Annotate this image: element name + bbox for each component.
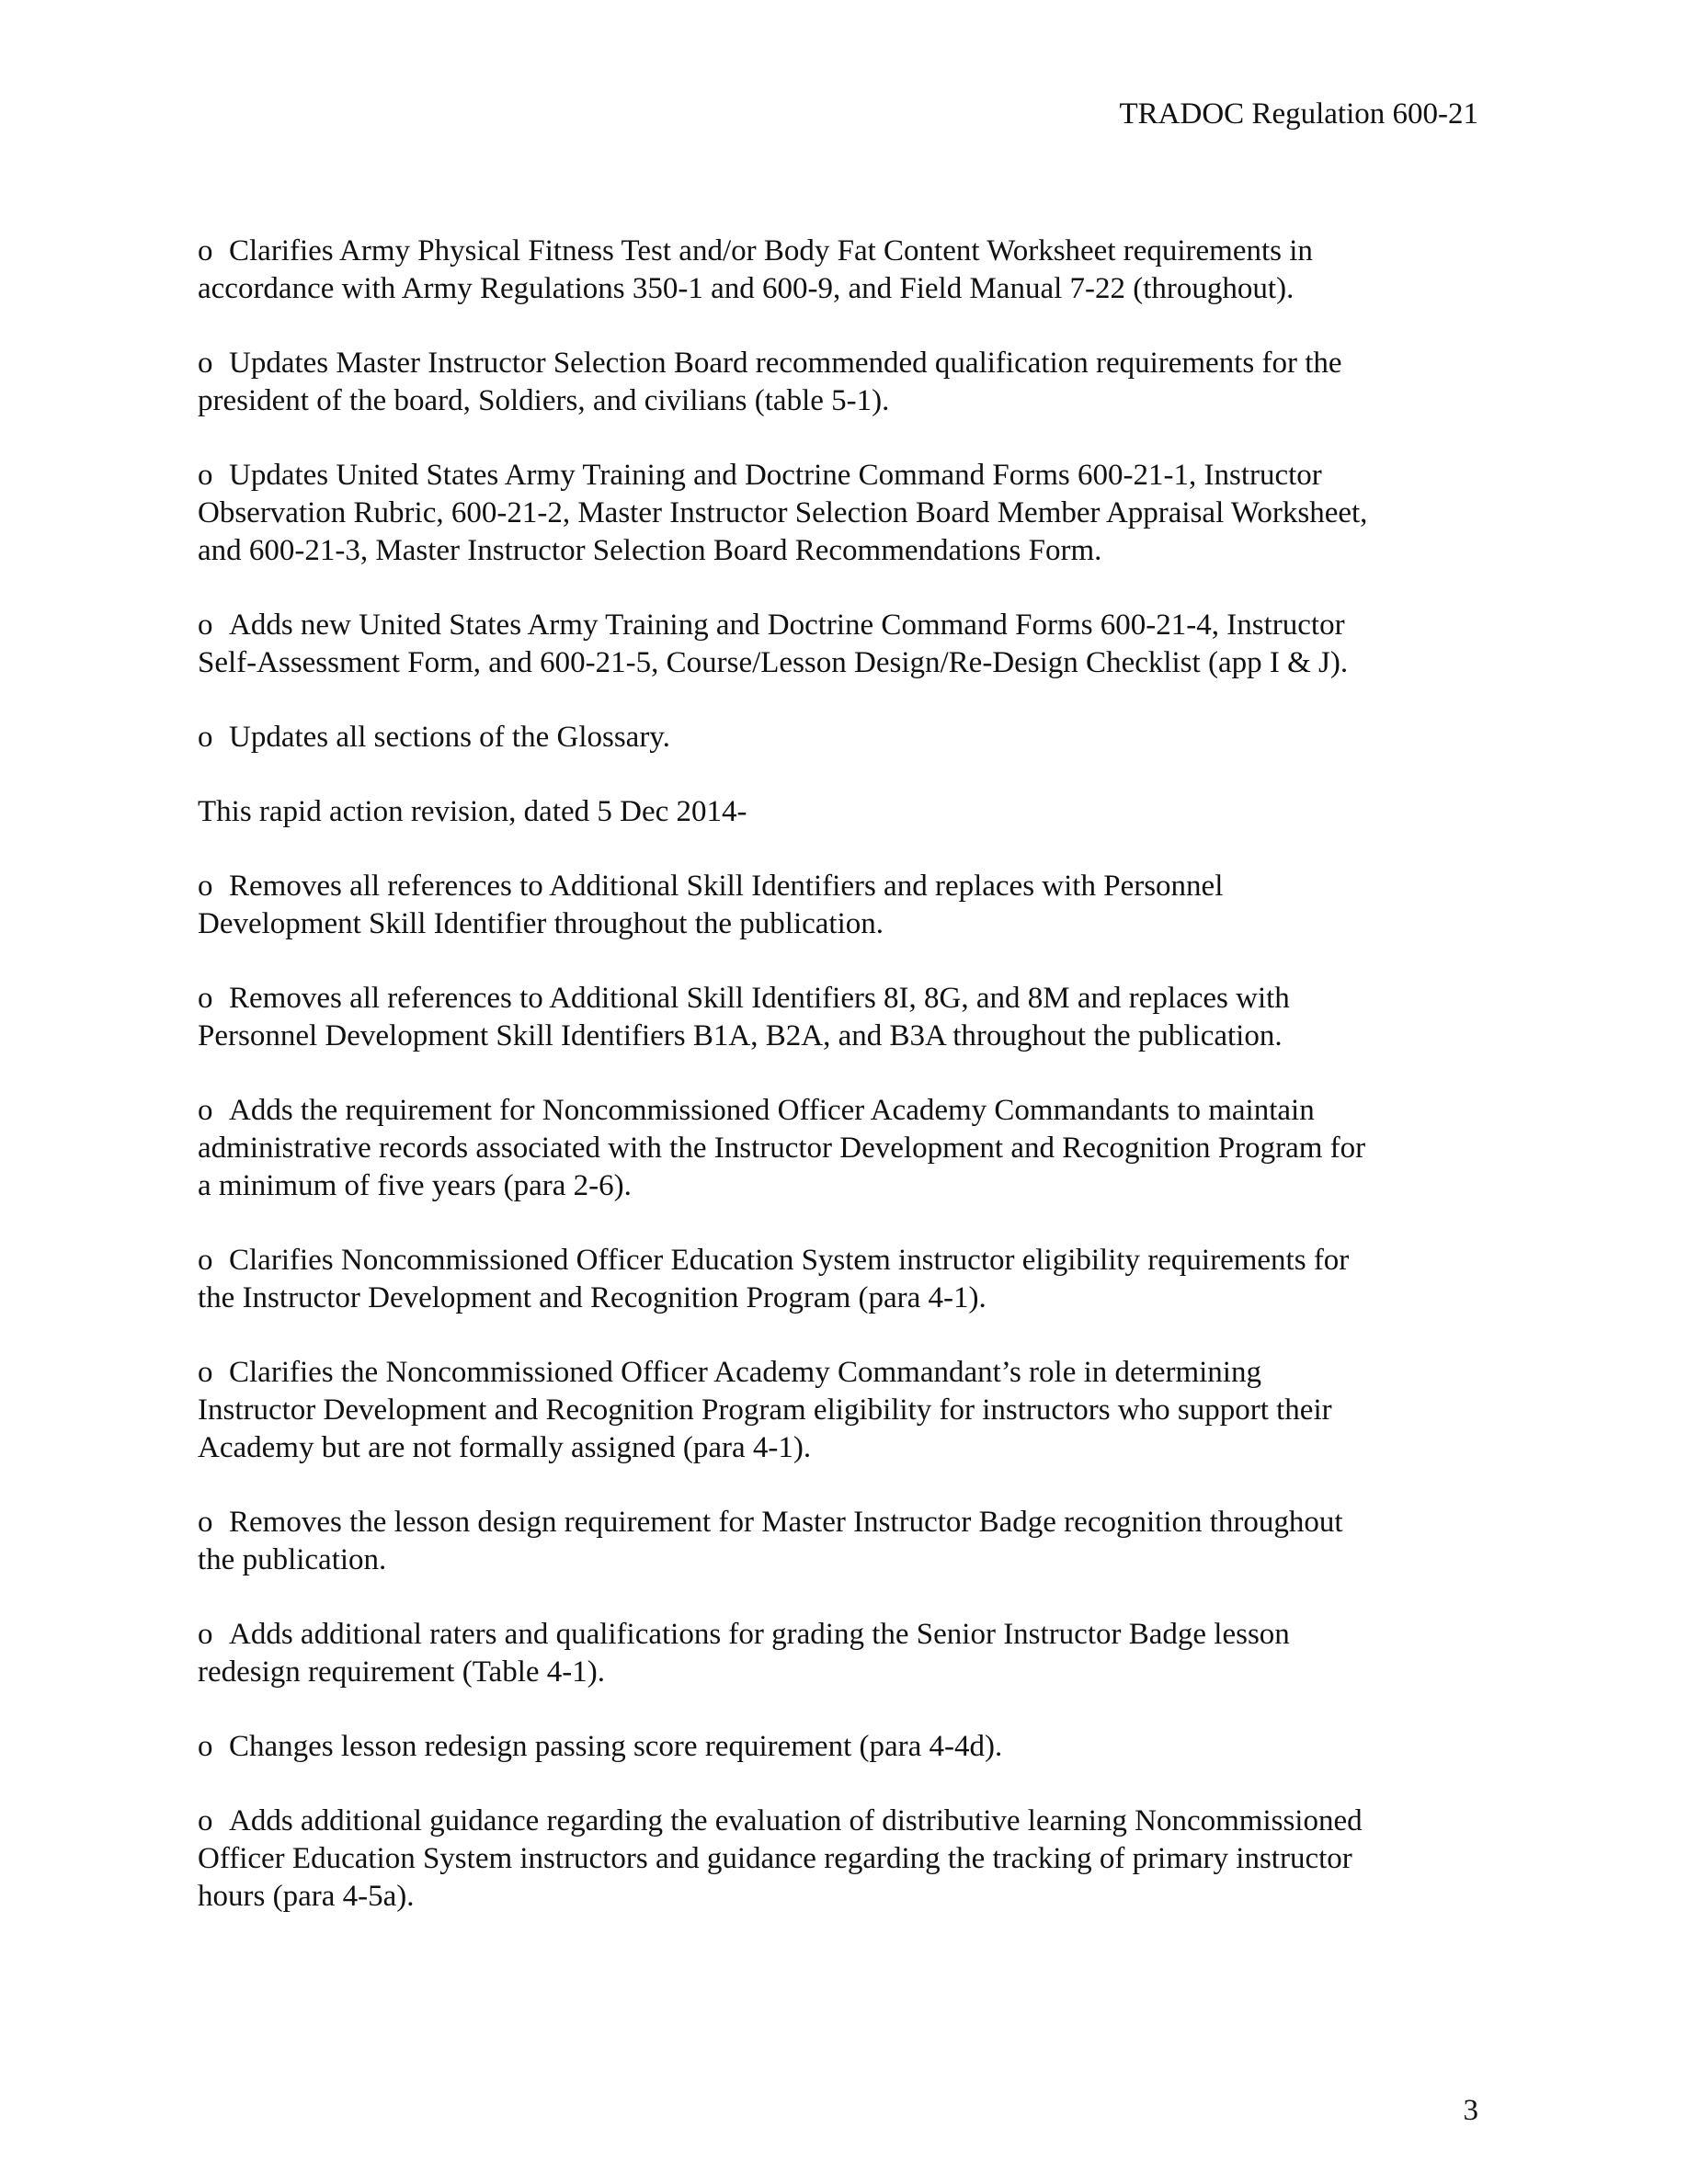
paragraph-line: Officer Education System instructors and guidance regarding the tracking of primary instructor xyxy=(198,1842,1352,1875)
paragraph-line: administrative records associated with the Instructor Development and Recognition Program for xyxy=(198,1132,1366,1165)
paragraph-line: accordance with Army Regulations 350-1 and 600-9, and Field Manual 7-22 (throughout). xyxy=(198,272,1295,305)
bullet-marker: o xyxy=(198,1506,213,1539)
paragraph-line: the publication. xyxy=(198,1543,387,1576)
paragraph-line: Instructor Development and Recognition Program eligibility for instructors who support their xyxy=(198,1393,1332,1427)
paragraph-line: Updates United States Army Training and Doctrine Command Forms 600-21-1, Instructor xyxy=(229,459,1322,492)
paragraph-line: hours (para 4-5a). xyxy=(198,1880,415,1913)
paragraph-line: Academy but are not formally assigned (para 4-1). xyxy=(198,1431,812,1464)
paragraph-line: Updates all sections of the Glossary. xyxy=(229,721,670,754)
bullet-marker: o xyxy=(198,721,213,754)
paragraph-line: Development Skill Identifier throughout the publication. xyxy=(198,907,884,940)
bullet-marker: o xyxy=(198,347,213,380)
text-paragraph xyxy=(198,793,1485,831)
paragraph-line: Removes all references to Additional Skill Identifiers 8I, 8G, and 8M and replaces with xyxy=(229,982,1290,1015)
document-body xyxy=(198,233,1485,1952)
bullet-marker: o xyxy=(198,1244,213,1277)
bullet-paragraph xyxy=(198,345,1485,420)
bullet-marker: o xyxy=(198,234,213,267)
paragraph-line: Clarifies Army Physical Fitness Test and/or Body Fat Content Worksheet requirements in xyxy=(229,234,1313,267)
bullet-paragraph xyxy=(198,1616,1485,1691)
paragraph-line: Personnel Development Skill Identifiers B1A, B2A, and B3A throughout the publication. xyxy=(198,1019,1283,1052)
bullet-marker: o xyxy=(198,459,213,492)
bullet-marker: o xyxy=(198,870,213,903)
paragraph-line: Clarifies the Noncommissioned Officer Academy Commandant’s role in determining xyxy=(229,1356,1261,1389)
page-number: 3 xyxy=(1463,2094,1478,2127)
paragraph-line: Removes all references to Additional Skill Identifiers and replaces with Personnel xyxy=(229,870,1224,903)
bullet-marker: o xyxy=(198,982,213,1015)
bullet-paragraph xyxy=(198,868,1485,943)
bullet-paragraph xyxy=(198,980,1485,1055)
paragraph-line: This rapid action revision, dated 5 Dec 2014- xyxy=(198,795,747,828)
bullet-paragraph xyxy=(198,1092,1485,1205)
bullet-paragraph xyxy=(198,719,1485,756)
page-header: TRADOC Regulation 600-21 xyxy=(1119,97,1478,131)
bullet-paragraph xyxy=(198,233,1485,308)
bullet-marker: o xyxy=(198,1804,213,1837)
paragraph-line: redesign requirement (Table 4-1). xyxy=(198,1655,606,1689)
bullet-paragraph xyxy=(198,607,1485,682)
paragraph-line: Changes lesson redesign passing score requirement (para 4-4d). xyxy=(229,1730,1003,1763)
paragraph-line: Adds additional raters and qualifications for grading the Senior Instructor Badge lesson xyxy=(229,1618,1290,1651)
bullet-paragraph xyxy=(198,1504,1485,1579)
bullet-paragraph xyxy=(198,1354,1485,1467)
paragraph-line: Adds new United States Army Training and Doctrine Command Forms 600-21-4, Instructor xyxy=(229,609,1345,642)
bullet-paragraph xyxy=(198,1242,1485,1317)
bullet-marker: o xyxy=(198,609,213,642)
paragraph-line: a minimum of five years (para 2-6). xyxy=(198,1169,632,1202)
bullet-paragraph xyxy=(198,1728,1485,1766)
bullet-marker: o xyxy=(198,1730,213,1763)
paragraph-line: Observation Rubric, 600-21-2, Master Instructor Selection Board Member Appraisal Worksheet, xyxy=(198,496,1368,529)
paragraph-line: Updates Master Instructor Selection Board recommended qualification requirements for the xyxy=(229,347,1342,380)
paragraph-line: the Instructor Development and Recognition Program (para 4-1). xyxy=(198,1281,987,1314)
paragraph-line: Adds the requirement for Noncommissioned Officer Academy Commandants to maintain xyxy=(229,1094,1315,1127)
paragraph-line: Clarifies Noncommissioned Officer Education System instructor eligibility requirements for xyxy=(229,1244,1350,1277)
bullet-marker: o xyxy=(198,1356,213,1389)
bullet-marker: o xyxy=(198,1094,213,1127)
paragraph-line: Adds additional guidance regarding the evaluation of distributive learning Noncommissioned xyxy=(229,1804,1363,1837)
paragraph-line: and 600-21-3, Master Instructor Selection Board Recommendations Form. xyxy=(198,534,1102,567)
bullet-paragraph xyxy=(198,1803,1485,1916)
paragraph-line: Self-Assessment Form, and 600-21-5, Course/Lesson Design/Re-Design Checklist (app I & J). xyxy=(198,646,1349,679)
paragraph-line: president of the board, Soldiers, and civilians (table 5-1). xyxy=(198,384,890,417)
bullet-paragraph xyxy=(198,457,1485,570)
bullet-marker: o xyxy=(198,1618,213,1651)
paragraph-line: Removes the lesson design requirement for Master Instructor Badge recognition throughout xyxy=(229,1506,1343,1539)
